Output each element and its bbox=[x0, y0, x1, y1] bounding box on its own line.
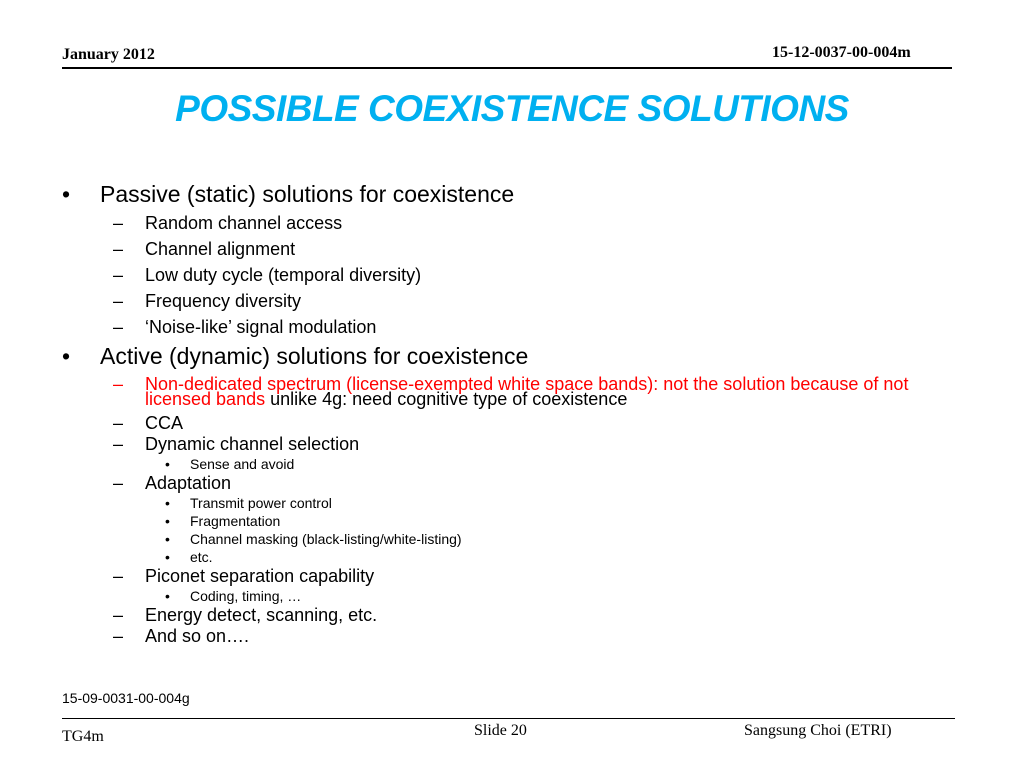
small-bullet-icon: • bbox=[165, 456, 170, 472]
list-item bbox=[62, 265, 962, 286]
list-item bbox=[62, 413, 962, 434]
list-item-label: CCA bbox=[145, 413, 184, 433]
slide-body bbox=[62, 178, 962, 647]
list-item bbox=[62, 239, 962, 260]
list-item bbox=[62, 213, 962, 234]
slide-title: POSSIBLE COEXISTENCE SOLUTIONS bbox=[175, 88, 849, 129]
dash-icon: – bbox=[113, 213, 124, 233]
list-item-label: Adaptation bbox=[145, 473, 232, 493]
dash-icon: – bbox=[113, 566, 124, 586]
list-item bbox=[62, 434, 962, 455]
bullet-label: Active (dynamic) solutions for coexistence bbox=[100, 343, 529, 369]
dash-icon: – bbox=[113, 265, 124, 285]
list-item bbox=[62, 566, 962, 587]
small-bullet-icon: • bbox=[165, 513, 170, 529]
footer-author: Sangsung Choi (ETRI) bbox=[744, 722, 892, 739]
sub-list-item bbox=[62, 587, 962, 605]
bullet-passive bbox=[62, 180, 962, 208]
list-item bbox=[62, 473, 962, 494]
small-bullet-icon: • bbox=[165, 549, 170, 565]
dash-icon: – bbox=[113, 317, 124, 337]
header-doc-number: 15-12-0037-00-004m bbox=[772, 44, 911, 61]
sub-list-item bbox=[62, 494, 962, 512]
dash-icon: – bbox=[113, 626, 124, 646]
list-item-non-dedicated bbox=[62, 374, 962, 409]
list-item-label: Piconet separation capability bbox=[145, 566, 375, 586]
list-item-black-text: unlike 4g: need cognitive type of coexistence bbox=[265, 389, 628, 409]
reference-doc-number: 15-09-0031-00-004g bbox=[62, 690, 190, 706]
list-item-label: Dynamic channel selection bbox=[145, 434, 360, 454]
list-item-label: ‘Noise-like’ signal modulation bbox=[145, 317, 377, 337]
sub-list-item-label: Channel masking (black-listing/white-listing) bbox=[190, 531, 462, 547]
small-bullet-icon: • bbox=[165, 588, 170, 604]
bullet-active bbox=[62, 342, 962, 370]
small-bullet-icon: • bbox=[165, 531, 170, 547]
header-divider bbox=[62, 67, 952, 69]
dash-icon: – bbox=[113, 473, 124, 493]
sub-list-item bbox=[62, 548, 962, 566]
dash-icon: – bbox=[113, 291, 124, 311]
sub-list-item-label: Transmit power control bbox=[190, 495, 332, 511]
list-item bbox=[62, 317, 962, 338]
list-item bbox=[62, 626, 962, 647]
sub-list-item bbox=[62, 512, 962, 530]
dash-icon: – bbox=[113, 605, 124, 625]
list-item-red-text: Non-dedicated spectrum (license-exempted white space bands): not the solution because of not licensed bands bbox=[145, 374, 909, 409]
bullet-label: Passive (static) solutions for coexistence bbox=[100, 181, 515, 207]
dash-icon: – bbox=[113, 374, 124, 394]
sub-list-item-label: etc. bbox=[190, 549, 213, 565]
bullet-dot-icon: • bbox=[62, 181, 71, 207]
small-bullet-icon: • bbox=[165, 495, 170, 511]
list-item-label: Random channel access bbox=[145, 213, 343, 233]
sub-list-item-label: Sense and avoid bbox=[190, 456, 295, 472]
bullet-dot-icon: • bbox=[62, 343, 71, 369]
list-item bbox=[62, 605, 962, 626]
sub-list-item-label: Fragmentation bbox=[190, 513, 281, 529]
sub-list-item-label: Coding, timing, … bbox=[190, 588, 302, 604]
dash-icon: – bbox=[113, 413, 124, 433]
list-item-label: And so on…. bbox=[145, 626, 250, 646]
footer-slide-number: Slide 20 bbox=[474, 722, 527, 739]
footer-group: TG4m bbox=[62, 728, 104, 745]
list-item-label: Channel alignment bbox=[145, 239, 296, 259]
dash-icon: – bbox=[113, 239, 124, 259]
dash-icon: – bbox=[113, 434, 124, 454]
list-item-label: Frequency diversity bbox=[145, 291, 302, 311]
sub-list-item bbox=[62, 455, 962, 473]
header-date: January 2012 bbox=[62, 46, 155, 63]
footer-divider bbox=[62, 718, 955, 719]
list-item-label: Low duty cycle (temporal diversity) bbox=[145, 265, 422, 285]
sub-list-item bbox=[62, 530, 962, 548]
list-item-label: Energy detect, scanning, etc. bbox=[145, 605, 378, 625]
list-item bbox=[62, 291, 962, 312]
